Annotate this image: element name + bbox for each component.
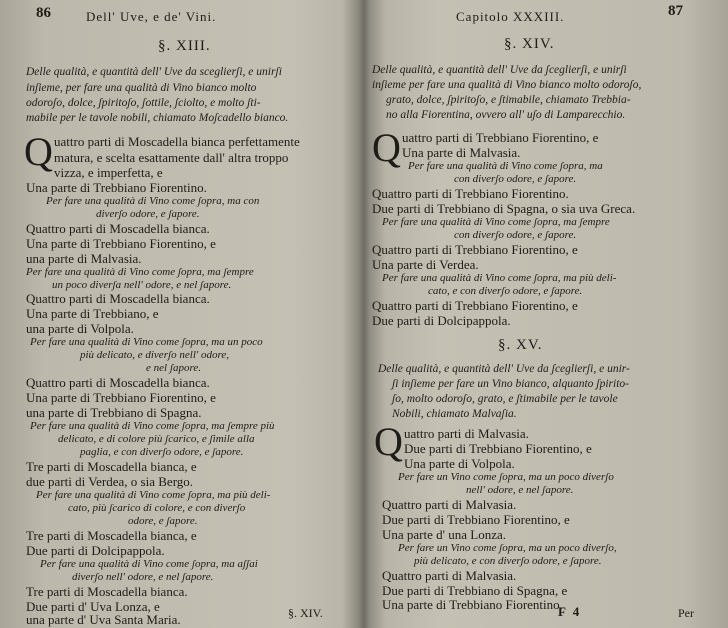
intro-line: ʃi inʃieme per fare un Vino bianco, alquanto ʃpirito- <box>392 378 629 390</box>
variation-line: Per fare una qualità di Vino come ʃopra, ma ʃempre più <box>30 420 275 432</box>
variation-line: paglia, e con diverʃo odore, e ʃapore. <box>80 446 244 458</box>
variation-line: un poco diverʃa nell' odore, e nel ʃapore. <box>52 279 232 291</box>
variation-line: Per fare una qualità di Vino come ʃopra, ma con <box>46 195 260 207</box>
variation-line: Per fare una qualità di Vino come ʃopra, ma più deli- <box>382 272 617 284</box>
variation-line: nell' odore, e nel ʃapore. <box>466 484 574 496</box>
variation-line: Per fare una qualità di Vino come ʃopra, ma <box>408 160 603 172</box>
page-number: 87 <box>668 3 683 19</box>
recipe-line: Due parti di Trebbiano di Spagna, e <box>382 583 568 598</box>
recipe-line: uattro parti di Malvasia. <box>404 426 529 441</box>
recipe-line: Quattro parti di Malvasia. <box>382 497 517 512</box>
drop-cap: Q <box>24 129 53 174</box>
variation-line: più delicato, e diverʃo nell' odore, <box>80 349 229 361</box>
intro-line: grato, dolce, ʃpiritoʃo, e ʃtimabile, chiamato Trebbia- <box>386 94 631 106</box>
recipe-line: una parte di Volpola. <box>26 321 134 336</box>
recipe-line: Tre parti di Moscadella bianca, e <box>26 459 197 474</box>
variation-line: con diverʃo odore, e ʃapore. <box>454 229 577 241</box>
intro-line: Nobili, chiamato Malvaʃia. <box>392 408 517 420</box>
recipe-line: una parte d' Uva Santa Maria. <box>26 612 181 627</box>
page-number: 86 <box>36 5 51 21</box>
recipe-line: due parti di Verdea, o sia Bergo. <box>26 474 194 489</box>
recipe-line: una parte di Trebbiano di Spagna. <box>26 405 202 420</box>
intro-line: Delle qualità, e quantità dell' Uve da ʃceglierʃi, e unirʃi <box>372 64 627 76</box>
recipe-line: matura, e scelta esattamente dall' altra troppo <box>54 150 289 165</box>
recipe-line: vizza, e imperfetta, e <box>54 165 163 180</box>
intro-line: no alla Fiorentina, ovvero all' uʃo di Lamparecchio. <box>386 109 626 121</box>
recipe-line: Una parte di Malvasia. <box>402 145 521 160</box>
variation-line: Per fare una qualità di Vino come ʃopra, ma ʃempre <box>26 266 254 278</box>
variation-line: più delicato, e con diverʃo odore, e ʃapore. <box>414 555 602 567</box>
recipe-line: uattro parti di Trebbiano Fiorentino, e <box>402 130 599 145</box>
variation-line: odore, e ʃapore. <box>128 515 198 527</box>
recipe-line: Quattro parti di Trebbiano Fiorentino. <box>372 186 569 201</box>
intro-line: ʃo, molto odoroʃo, grato, e ʃtimabile per le tavole <box>392 393 618 405</box>
intro-line: mabile per le tavole nobili, chiamato Moʃcadello bianco. <box>26 112 289 124</box>
variation-line: Per fare una qualità di Vino come ʃopra, ma più deli- <box>36 489 271 501</box>
section-title: §. XIII. <box>158 38 211 54</box>
recipe-line: Una parte di Verdea. <box>372 257 479 272</box>
recipe-line: Due parti di Trebbiano Fiorentino, e <box>382 512 570 527</box>
intro-line: Delle qualità, e quantità dell' Uve da sceglierʃi, e unirʃi <box>26 66 282 78</box>
variation-line: Per fare una qualità di Vino come ʃopra, ma ʃempre <box>382 216 610 228</box>
variation-line: con diverʃo odore, e ʃapore. <box>454 173 577 185</box>
recipe-line: una parte di Malvasia. <box>26 251 142 266</box>
section-title: §. XIV. <box>504 36 555 52</box>
recipe-line: Una parte di Volpola. <box>404 456 515 471</box>
catchword: §. XIV. <box>288 606 323 620</box>
variation-line: cato, e con diverʃo odore, e ʃapore. <box>428 285 583 297</box>
recipe-line: Una parte di Trebbiano, e <box>26 306 159 321</box>
catchword: Per <box>678 606 694 620</box>
left-page <box>0 0 358 628</box>
variation-line: diverʃo nell' odore, e nel ʃapore. <box>72 571 214 583</box>
recipe-line: uattro parti di Moscadella bianca perfettamente <box>54 134 300 149</box>
variation-line: Per fare un Vino come ʃopra, ma un poco diverʃo <box>398 471 614 483</box>
recipe-line: Una parte d' una Lonza. <box>382 527 506 542</box>
recipe-line: Tre parti di Moscadella bianca. <box>26 584 188 599</box>
recipe-line: Quattro parti di Moscadella bianca. <box>26 291 210 306</box>
variation-line: Per fare un Vino come ʃopra, ma un poco diverʃo, <box>398 542 617 554</box>
right-page <box>362 0 728 628</box>
recipe-line: Quattro parti di Malvasia. <box>382 568 517 583</box>
recipe-line: Quattro parti di Trebbiano Fiorentino, e <box>372 242 578 257</box>
recipe-line: Due parti di Dolcipappola. <box>372 313 511 328</box>
recipe-line: Due parti di Trebbiano di Spagna, o sia uva Greca. <box>372 201 636 216</box>
intro-line: Delle qualità, e quantità dell' Uve da ʃceglierʃi, e unir- <box>378 363 630 375</box>
signature-mark: F 4 <box>558 604 582 619</box>
variation-line: cato, più ʃcarico di colore, e con diverʃo <box>68 502 246 514</box>
recipe-line: Quattro parti di Moscadella bianca. <box>26 221 210 236</box>
variation-line: Per fare una qualità di Vino come ʃopra, ma aʃʃai <box>40 558 258 570</box>
intro-line: inʃieme per fare una qualità di Vino bianco molto odoroʃo, <box>372 79 642 91</box>
recipe-line: Tre parti di Moscadella bianca, e <box>26 528 197 543</box>
recipe-line: Una parte di Trebbiano Fiorentino, e <box>26 236 216 251</box>
recipe-line: Una parte di Trebbiano Fiorentino. <box>26 180 207 195</box>
section-title: §. XV. <box>498 337 543 353</box>
drop-cap: Q <box>372 125 401 170</box>
recipe-line: Due parti d' Uva Lonza, e <box>26 599 160 614</box>
variation-line: delicato, e di colore più ʃcarico, e ʃimile alla <box>58 433 255 445</box>
intro-line: odoroʃo, dolce, ʃpiritoʃo, ʃottile, ʃciolto, e molto ʃti- <box>26 97 261 109</box>
variation-line: diverʃo odore, e ʃapore. <box>96 208 200 220</box>
recipe-line: Una parte di Trebbiano Fiorentino. <box>382 597 563 612</box>
intro-line: inʃieme, per fare una qualità di Vino bianco molto <box>26 82 257 94</box>
running-head: Dell' Uve, e de' Vini. <box>86 9 217 24</box>
drop-cap: Q <box>374 419 403 464</box>
recipe-line: Due parti di Dolcipappola. <box>26 543 165 558</box>
variation-line: Per fare una qualità di Vino come ʃopra, ma un poco <box>30 336 263 348</box>
running-head: Capitolo XXXIII. <box>456 9 565 24</box>
recipe-line: Due parti di Trebbiano Fiorentino, e <box>404 441 592 456</box>
recipe-line: Quattro parti di Trebbiano Fiorentino, e <box>372 298 578 313</box>
recipe-line: Quattro parti di Moscadella bianca. <box>26 375 210 390</box>
recipe-line: Una parte di Trebbiano Fiorentino, e <box>26 390 216 405</box>
variation-line: e nel ʃapore. <box>146 362 201 374</box>
